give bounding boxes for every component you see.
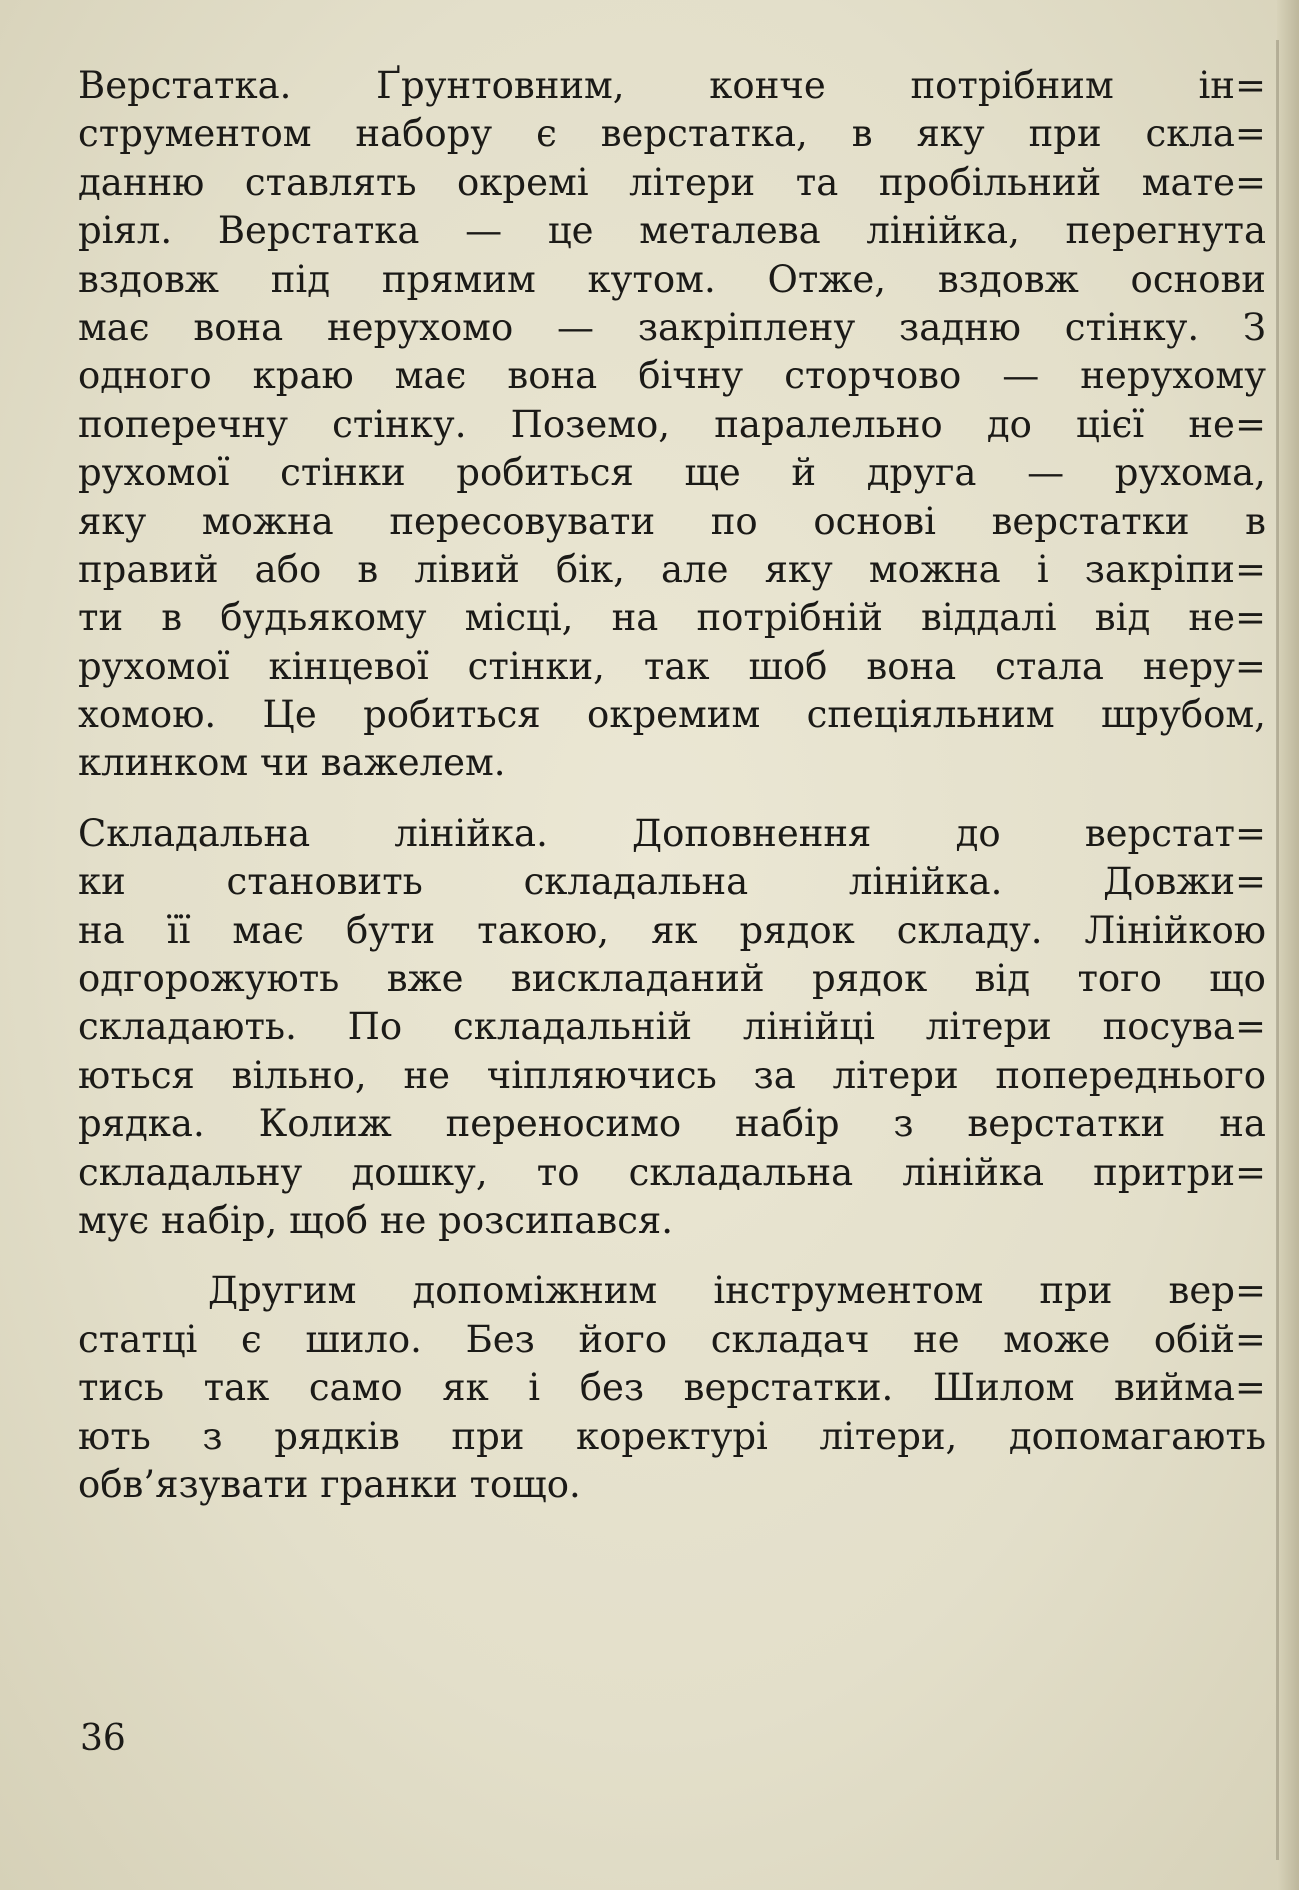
word: і [1036, 547, 1049, 591]
word: металева [639, 209, 821, 253]
word: літери, [819, 1414, 958, 1458]
word: має [78, 305, 150, 349]
word: до [955, 811, 1001, 855]
word: рухомої [78, 451, 230, 495]
word: спеціяльним [806, 693, 1055, 737]
word: бути [345, 908, 436, 952]
text-line [78, 401, 1266, 449]
word: розсипався. [438, 1198, 674, 1242]
word: Другим [208, 1269, 357, 1313]
word: при [451, 1414, 525, 1458]
word: основи [1130, 257, 1266, 301]
text-line [78, 352, 1266, 400]
word: робиться [456, 451, 634, 495]
word: та [795, 160, 839, 204]
word: неру= [1142, 644, 1266, 688]
word: літери [629, 160, 756, 204]
word: й [791, 451, 817, 495]
word: будьякому [220, 596, 427, 640]
page-edge [1277, 0, 1299, 1890]
word: вона [507, 354, 598, 398]
word: складач [710, 1317, 870, 1361]
word: по [710, 499, 758, 543]
word: складальна [523, 860, 749, 904]
word: пересовувати [389, 499, 656, 543]
word: З [1242, 305, 1266, 349]
word: коректурі [576, 1414, 768, 1458]
word: закріпи= [1084, 547, 1266, 591]
word: не [403, 1053, 450, 1097]
word: інструментом [713, 1269, 984, 1313]
word: стінку. [1064, 305, 1200, 349]
word: само [308, 1366, 403, 1410]
text-line [78, 546, 1266, 594]
text-line [78, 1267, 1266, 1315]
word: це [547, 209, 594, 253]
word: Отже, [767, 257, 887, 301]
word: не [379, 1198, 439, 1242]
word: не= [1188, 596, 1266, 640]
word: задню [899, 305, 1021, 349]
word: в [161, 596, 183, 640]
word: можна [201, 499, 334, 543]
word: окремі [457, 160, 589, 204]
word: набір, [161, 1198, 290, 1242]
word: Верстатка [217, 209, 420, 253]
word: бічну [638, 354, 744, 398]
paragraph-skladalna-liniika [78, 810, 1266, 1246]
word: кінцевої [268, 644, 429, 688]
word: є [536, 112, 557, 156]
word: за [753, 1053, 796, 1097]
word: прямим [381, 257, 536, 301]
word: ставлять [244, 160, 417, 204]
word: і [528, 1366, 541, 1410]
word: вона [193, 305, 284, 349]
word: посува= [1102, 1005, 1266, 1049]
body-text [78, 62, 1266, 1509]
word: рядок [739, 908, 855, 952]
word: лінійка [902, 1150, 1045, 1194]
word: ти [78, 596, 124, 640]
word: верстатки [991, 499, 1190, 543]
word: але [661, 547, 729, 591]
text-line [78, 1003, 1266, 1051]
text-line [78, 955, 1266, 1003]
text-line [78, 1461, 1266, 1509]
word: нерухому [1080, 354, 1266, 398]
word: шило. [305, 1317, 422, 1361]
word: вже [386, 957, 464, 1001]
word: віддалі [921, 596, 1057, 640]
word: гранки [320, 1462, 470, 1506]
word: набір [734, 1102, 840, 1146]
word: лівий [414, 547, 520, 591]
text-line [78, 643, 1266, 691]
word: правий [78, 547, 219, 591]
word: одгорожують [78, 957, 340, 1001]
paragraph-gap [78, 788, 1266, 810]
page-number: 36 [80, 1718, 126, 1759]
word: є [240, 1317, 262, 1361]
paragraph-verstatka [78, 62, 1266, 788]
word: яку [916, 112, 985, 156]
word: бік, [555, 547, 625, 591]
word: при [1039, 1269, 1113, 1313]
text-line [78, 858, 1266, 906]
word: поперечну [78, 402, 288, 446]
word: мує [78, 1198, 162, 1242]
word: скла= [1145, 112, 1266, 156]
word: данню [78, 160, 205, 204]
word: вздовж [937, 257, 1079, 301]
word: вискладаний [510, 957, 765, 1001]
word: шоб [748, 644, 828, 688]
word: — [1002, 354, 1040, 398]
word: того [1077, 957, 1162, 1001]
word: краю [252, 354, 354, 398]
word: Ґрунтовним, [376, 64, 625, 107]
word: стала [995, 644, 1104, 688]
word: на [1219, 1102, 1266, 1146]
word: від [1094, 596, 1151, 640]
word: складальну [78, 1150, 303, 1194]
word: закріплену [637, 305, 856, 349]
text-line [78, 691, 1266, 739]
text-line [78, 739, 1266, 787]
text-line [78, 449, 1266, 497]
word: клинком [78, 741, 260, 785]
word: статці [78, 1317, 198, 1361]
text-line [78, 159, 1266, 207]
word: літери [925, 1005, 1052, 1049]
word: на [611, 596, 659, 640]
word: потрібним [910, 64, 1114, 107]
word: такою, [477, 908, 610, 952]
word: то [536, 1150, 580, 1194]
word: літери [832, 1053, 959, 1097]
word: попереднього [995, 1053, 1266, 1097]
word: пробільний [878, 160, 1102, 204]
word: в [851, 112, 873, 156]
text-line [78, 1413, 1266, 1461]
word: верстатки. [683, 1366, 894, 1410]
word: до [986, 402, 1032, 446]
word: можна [868, 547, 1001, 591]
word: на [78, 908, 125, 952]
word: нерухомо [327, 305, 514, 349]
word: вона [866, 644, 957, 688]
paragraph-gap [78, 1245, 1266, 1267]
word: переносимо [445, 1102, 682, 1146]
text-line [78, 1316, 1266, 1364]
text-line [78, 1149, 1266, 1197]
word: Довжи= [1103, 860, 1266, 904]
word: рухома, [1114, 451, 1266, 495]
word: друга [866, 451, 977, 495]
word: тись [78, 1366, 164, 1410]
word: мате= [1141, 160, 1266, 204]
text-line [78, 304, 1266, 352]
word: складають. [78, 1005, 297, 1049]
word: не= [1188, 402, 1266, 446]
word: лінійці [742, 1005, 875, 1049]
word: ють [78, 1414, 151, 1458]
text-line [78, 110, 1266, 158]
text-line [78, 810, 1266, 858]
word: лінійка, [866, 209, 1020, 253]
word: Доповнення [632, 811, 872, 855]
word: лінійка. [848, 860, 1003, 904]
word: в [357, 547, 379, 591]
word: Це [262, 693, 317, 737]
word: Верстатка. [78, 64, 292, 107]
word: шрубом, [1101, 693, 1266, 737]
word: паралельно [714, 402, 943, 446]
word: дошку, [351, 1150, 488, 1194]
word: притри= [1093, 1150, 1266, 1194]
word: хомою. [78, 693, 217, 737]
word: Без [465, 1317, 535, 1361]
word: основі [813, 499, 936, 543]
word: як [651, 908, 698, 952]
word: так [203, 1366, 270, 1410]
word: Поземо, [510, 402, 671, 446]
word: її [166, 908, 191, 952]
word: — [1027, 451, 1065, 495]
word: без [579, 1366, 645, 1410]
text-line [78, 207, 1266, 255]
word: яку [764, 547, 833, 591]
text-line [78, 256, 1266, 304]
word: ще [684, 451, 741, 495]
word: яку [78, 499, 147, 543]
page-edge-shadow [1276, 40, 1279, 1860]
word: стінки [280, 451, 406, 495]
word: при [1028, 112, 1102, 156]
word: щоб [289, 1198, 380, 1242]
word: По [347, 1005, 403, 1049]
word: струментом [78, 112, 312, 156]
word: рядок [811, 957, 928, 1001]
word: або [254, 547, 322, 591]
word: його [578, 1317, 668, 1361]
word: ються [78, 1053, 195, 1097]
word: цієї [1076, 402, 1145, 446]
word: верстатка, [600, 112, 808, 156]
word: з [202, 1414, 223, 1458]
word: — [465, 209, 503, 253]
word: стінку. [332, 402, 467, 446]
word: верстат= [1084, 811, 1266, 855]
word: конче [709, 64, 826, 107]
word: Лінійкою [1084, 908, 1266, 952]
word: ін= [1198, 64, 1266, 107]
text-line [78, 62, 1266, 110]
word: верстатки [967, 1102, 1166, 1146]
word: з [893, 1102, 914, 1146]
word: лінійка. [394, 811, 548, 855]
text-line [78, 1197, 1266, 1245]
text-line [78, 498, 1266, 546]
word: складальній [452, 1005, 693, 1049]
word: обій= [1153, 1317, 1266, 1361]
word: вільно, [231, 1053, 367, 1097]
word: має [394, 354, 467, 398]
word: потрібній [696, 596, 883, 640]
word: важелем. [320, 741, 506, 785]
paragraph-shylo [78, 1267, 1266, 1509]
word: перегнута [1065, 209, 1266, 253]
word: робиться [363, 693, 541, 737]
word: чи [259, 741, 321, 785]
word: так [643, 644, 710, 688]
word: від [974, 957, 1031, 1001]
word: може [1003, 1317, 1111, 1361]
word: чіпляючись [486, 1053, 717, 1097]
text-line [78, 1100, 1266, 1148]
word: ріял. [78, 209, 173, 253]
word: має [232, 908, 304, 952]
word: становить [226, 860, 423, 904]
text-line [78, 1052, 1266, 1100]
word: окремим [587, 693, 761, 737]
word: Колиж [258, 1102, 392, 1146]
word: в [1245, 499, 1266, 543]
word: Складальна [78, 811, 311, 855]
word: що [1209, 957, 1266, 1001]
word: під [270, 257, 331, 301]
word: місці, [464, 596, 574, 640]
word: сторчово [784, 354, 962, 398]
word: — [557, 305, 595, 349]
word: вийма= [1113, 1366, 1266, 1410]
text-line [78, 1364, 1266, 1412]
word: вздовж [78, 257, 219, 301]
word: складальна [628, 1150, 854, 1194]
word: обв’язувати [78, 1462, 321, 1506]
word: тощо. [469, 1462, 581, 1506]
word: рухомої [78, 644, 230, 688]
word: ки [78, 860, 126, 904]
word: вер= [1168, 1269, 1266, 1313]
word: допоміжним [412, 1269, 658, 1313]
word: набору [355, 112, 493, 156]
text-line [78, 907, 1266, 955]
word: як [442, 1366, 489, 1410]
word: Шилом [932, 1366, 1075, 1410]
word: стінки, [467, 644, 605, 688]
word: рядків [274, 1414, 400, 1458]
word: складу. [896, 908, 1043, 952]
word: одного [78, 354, 212, 398]
word: допомагають [1008, 1414, 1266, 1458]
word: кутом. [587, 257, 716, 301]
text-line [78, 594, 1266, 642]
word: рядка. [78, 1102, 205, 1146]
word: не [913, 1317, 960, 1361]
